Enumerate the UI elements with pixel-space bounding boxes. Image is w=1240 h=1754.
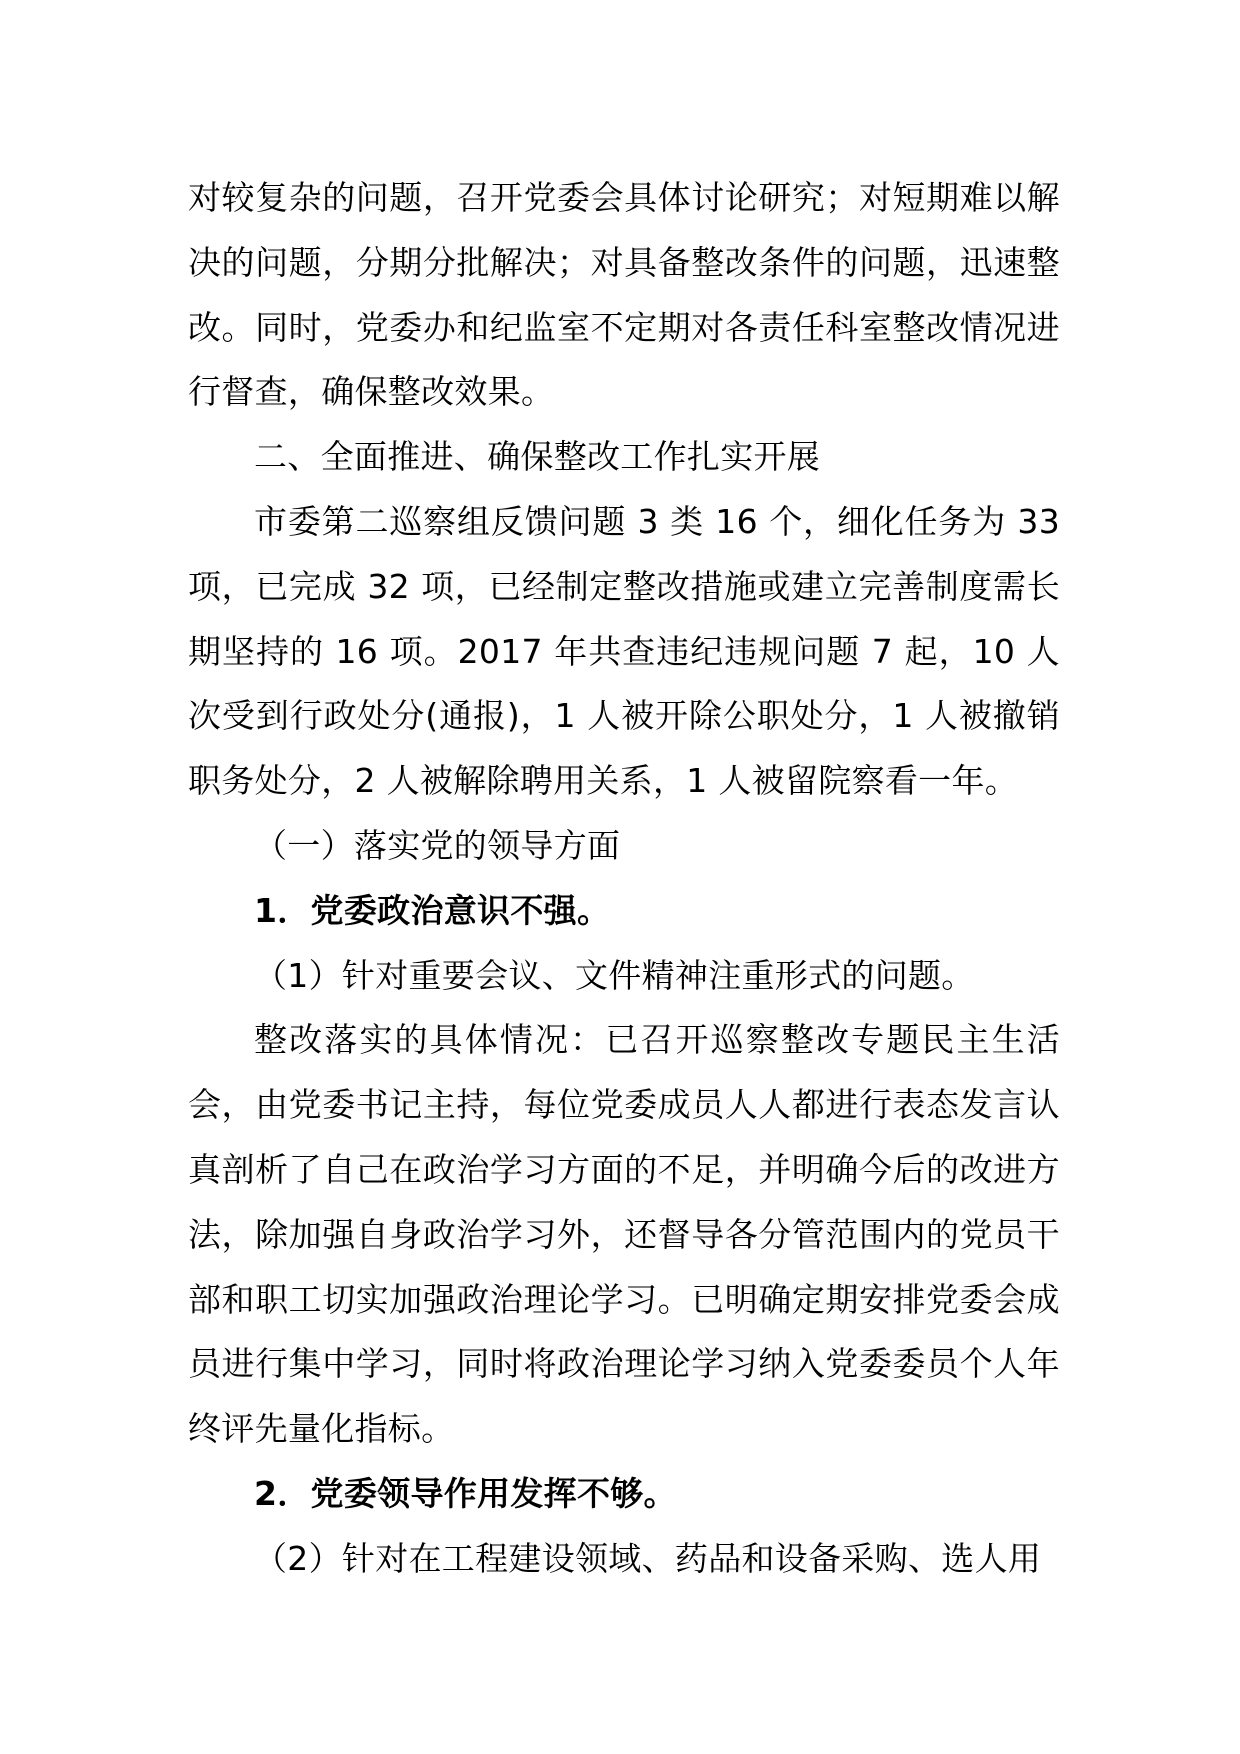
paragraph-summary: 市委第二巡察组反馈问题 3 类 16 个，细化任务为 33 项，已完成 32 项，已经制定整改措施或建立完善制度需长期坚持的 16 项。2017 年共查违纪违规问题 7 起，10 人次受到行政处分(通报)，1 人被开除公职处分，1 人被撤销职务处分，2 人被解除聘用关系，1 人被留院察看一年。 bbox=[188, 501, 1060, 801]
paragraph-rectification-detail: 整改落实的具体情况：已召开巡察整改专题民主生活会，由党委书记主持，每位党委成员人人都进行表态发言认真剖析了自己在政治学习方面的不足，并明确今后的改进方法，除加强自身政治学习外，还督导各分管范围内的党员干部和职工切实加强政治理论学习。已明确定期安排党委会成员进行集中学习，同时将政治理论学习纳入党委委员个人年终评先量化指标。 bbox=[188, 1020, 1060, 1449]
section-heading-2: 二、全面推进、确保整改工作扎实开展 bbox=[254, 437, 821, 477]
item-heading-2: 2．党委领导作用发挥不够。 bbox=[254, 1473, 677, 1513]
paragraph-continuation: 对较复杂的问题，召开党委会具体讨论研究；对短期难以解决的问题，分期分批解决；对具备整改条件的问题，迅速整改。同时，党委办和纪监室不定期对各责任科室整改情况进行督查，确保整改效果。 bbox=[188, 178, 1060, 412]
subsection-heading-1: （一）落实党的领导方面 bbox=[254, 825, 621, 865]
document-page bbox=[188, 166, 1060, 1592]
sub-item-heading-2: （2）针对在工程建设领域、药品和设备采购、选人用 bbox=[254, 1538, 1042, 1578]
sub-item-heading-1: （1）针对重要会议、文件精神注重形式的问题。 bbox=[254, 955, 975, 995]
item-heading-1: 1．党委政治意识不强。 bbox=[254, 890, 611, 930]
